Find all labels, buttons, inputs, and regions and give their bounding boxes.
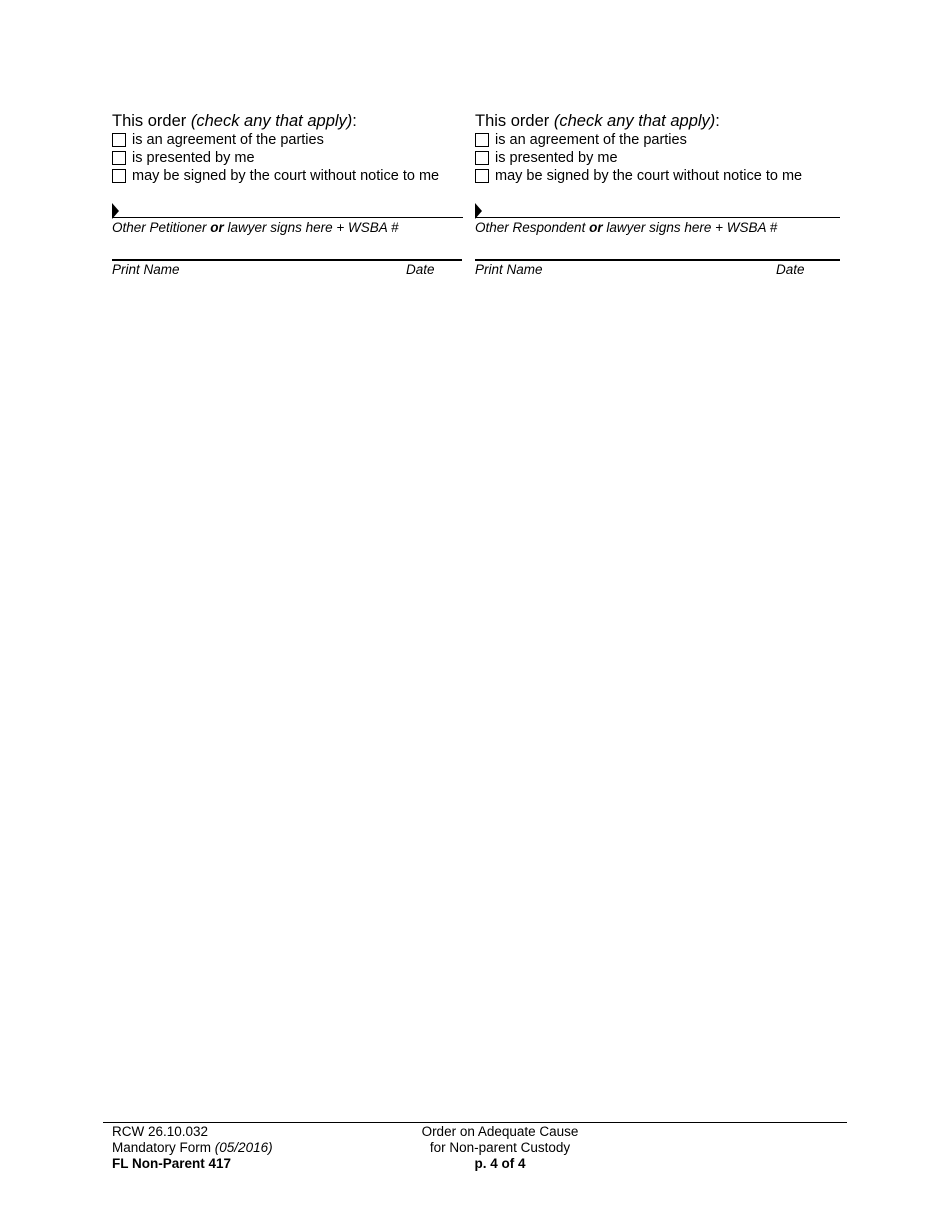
- option-presented-by-me: [475, 149, 840, 167]
- option-label: is an agreement of the parties: [495, 132, 687, 148]
- form-id: FL Non-Parent 417: [112, 1156, 232, 1171]
- petitioner-signature-block: [112, 111, 462, 289]
- option-label: may be signed by the court without notice to me: [132, 168, 440, 184]
- print-name-label: Print Name: [112, 262, 180, 277]
- print-name-area: [475, 249, 840, 289]
- footer-title: [400, 1124, 600, 1172]
- order-heading: This order (check any that apply):: [475, 112, 720, 130]
- option-label: is presented by me: [132, 150, 255, 166]
- form-title-line1: Order on Adequate Cause: [421, 1124, 579, 1139]
- signed-without-notice-checkbox[interactable]: [475, 169, 489, 183]
- option-signed-without-notice: [475, 167, 840, 185]
- agreement-checkbox[interactable]: [475, 133, 489, 147]
- option-presented-by-me: [112, 149, 462, 167]
- signature-area: [475, 199, 840, 239]
- signature-area: [112, 199, 462, 239]
- date-label: Date: [406, 262, 435, 277]
- signature-caption: Other Respondent or lawyer signs here + WSBA #: [475, 220, 778, 235]
- agreement-checkbox[interactable]: [112, 133, 126, 147]
- option-signed-without-notice: [112, 167, 462, 185]
- page-number: p. 4 of 4: [474, 1156, 526, 1171]
- option-agreement: [475, 131, 840, 149]
- option-label: may be signed by the court without notice to me: [495, 168, 803, 184]
- order-heading: This order (check any that apply):: [112, 112, 357, 130]
- mandatory-form-line: Mandatory Form (05/2016): [112, 1140, 273, 1155]
- presented-by-me-checkbox[interactable]: [475, 151, 489, 165]
- presented-by-me-checkbox[interactable]: [112, 151, 126, 165]
- footer-form-info: [112, 1124, 273, 1172]
- option-agreement: [112, 131, 462, 149]
- print-name-label: Print Name: [475, 262, 543, 277]
- footer-divider: [103, 1122, 847, 1123]
- signed-without-notice-checkbox[interactable]: [112, 169, 126, 183]
- option-label: is an agreement of the parties: [132, 132, 324, 148]
- signature-caption: Other Petitioner or lawyer signs here + WSBA #: [112, 220, 399, 235]
- date-label: Date: [776, 262, 805, 277]
- statute-reference: RCW 26.10.032: [112, 1124, 209, 1139]
- option-label: is presented by me: [495, 150, 618, 166]
- form-title-line2: for Non-parent Custody: [429, 1140, 571, 1155]
- respondent-signature-block: [475, 111, 840, 289]
- print-name-area: [112, 249, 462, 289]
